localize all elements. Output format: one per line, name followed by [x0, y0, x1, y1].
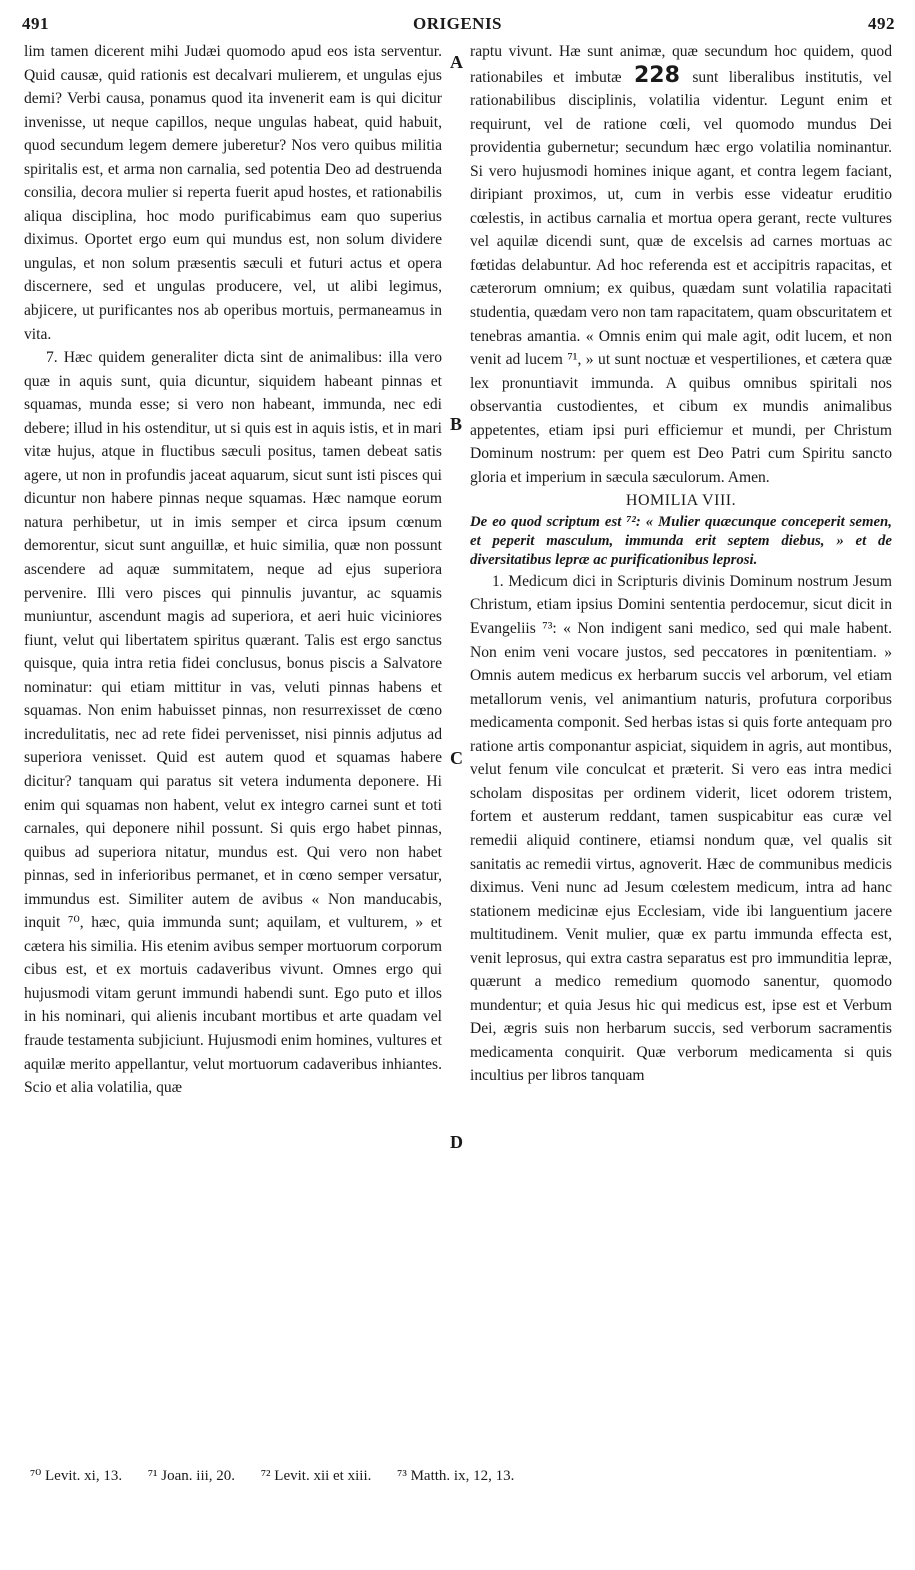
footnote: ⁷² Levit. xii et xiii. [260, 1468, 372, 1484]
right-paragraph-1-rest: sunt liberalibus institutis, vel rationabilibus disciplinis, volatilia videntur. Legunt enim et requirunt, vel de ratione cœli, vel quomodo mundus Dei providentia gubernetur; secundum hæc ergo volatilia nominantur. Si vero hujusmodi homines inique agant, et contra legem faciant, diripiant proximos, ut, cum in verbis esse videatur eruditio cœlestis, in actibus carnalia et mortua opera gerant, recte vultures vel aquilæ dicendi sunt, quæ de excelsis ad carnes mortuas ac fœtidas delabuntur. Ad hoc referenda est et accipitris rapacitas, et cæterorum omnium; ex quibus, quædam sunt volatilia rapacitati studentia, quædam vero non tam rapacitatem, quam obscuritatem et tenebras amantia. « Omnis enim qui male agit, odit lucem, et non venit ad lucem ⁷¹, » ut sunt noctuæ et vespertiliones, et cætera quæ lex pronuntiavit immunda. A quibus omnibus spiritali nos observantia custodientes, et cibum ex mundis animalibus appetentes, etiam ipsi puri efficiemur et mundi, per Christum Dominum nostrum: per quem est Deo Patri cum Spiritu sancto gloria et imperium in sæcula sæculorum. Amen. [470, 68, 892, 486]
left-column [24, 40, 442, 1100]
left-page-number: 491 [22, 14, 49, 33]
margin-marker-b: B [450, 414, 463, 434]
right-column [470, 40, 892, 1088]
homily-subtitle: De eo quod scriptum est ⁷²: « Mulier quæcunque conceperit semen, et peperit masculum, immunda erit septem diebus, » et de diversitatibus lepræ ac purificationibus leprosi. [470, 513, 892, 568]
footnote: ⁷¹ Joan. iii, 20. [147, 1468, 236, 1484]
running-title: ORIGENIS [412, 14, 503, 33]
margin-marker-d: D [450, 1132, 463, 1152]
margin-marker-a: A [450, 52, 463, 72]
margin-marker-c: C [450, 748, 463, 768]
homily-title: HOMILIA VIII. [625, 492, 737, 510]
right-paragraph-1-start: raptu vivunt. Hæ sunt animæ, quæ secundum hoc quidem, quod rationabiles et imbutæ [470, 43, 892, 86]
column-number: 228 [633, 62, 680, 88]
right-paragraph-2: 1. Medicum dici in Scripturis divinis Dominum nostrum Jesum Christum, etiam ipsius Domini sententia perdocemur, sicut dicit in Evangeliis ⁷³: « Non indigent sani medico, sed qui male habent. Non enim veni vocare justos, sed peccatores in pœnitentiam. » Omnis autem medicus ex herbarum succis vel arborum, vel etiam metallorum venis, vel animantium naturis, profutura corporibus medicamenta componit. Sed herbas istas si quis forte antequam pro ratione artis componantur aspiciat, siquidem in agris, aut montibus, velut fenum vile conculcat et præterit. Si vero eas intra medici scholam dispositas per ordinem viderit, licet odorem tristem, fortem et austerum reddant, tamen suspicabitur eas curæ vel remedii aliquid continere, etiamsi nondum quæ, vel qualis sit sanitatis ac remedii virtus, agnoverit. Hæc de communibus medicis diximus. Veni nunc ad Jesum cœlestem medicum, intra ad hanc stationem medicinæ ejus Ecclesiam, vide ibi languentium jacere multitudinem. Venit mulier, quæ ex partu immunda effecta est, venit leprosus, qui extra castra separatus est pro immunditia lepræ, quærunt a medico remedium quomodo sanentur, quomodo mundentur; et quia Jesus hic qui medicus est, ipse est et Verbum Dei, ægris suis non herbarum succis, sed verborum sacramentis medicamenta conquirit. Quæ verborum medicamenta si quis incultius per libros tanquam [470, 572, 892, 1085]
left-paragraph-2: 7. Hæc quidem generaliter dicta sint de animalibus: illa vero quæ in aquis sunt, quia dicuntur, siquidem habeant pinnas et squamas, munda esse; si vero non habeant, immunda, nec edi debere; illud in his ostenditur, ut si quis est in aquis istis, et in mari vitæ hujus, atque in fluctibus sæculi positus, tamen debeat satis agere, ut non in profundis jaceat aquarum, sicut sunt isti pisces qui dicuntur non habere pinnas neque squamas. Hæc namque eorum natura perhibetur, ut in imis semper et circa ipsum cœnum demorentur, sicut sunt anguillæ, et huic similia, quæ non possunt ascendere ad aquæ summitatem, neque ad ejus superiora pervenire. Illi vero pisces qui pinnulis juvantur, ac squamis muniuntur, ascendunt magis ad superiora, et aeri huic viciniores fiunt, velut qui libertatem spiritus quærant. Talis est ergo sanctus quisque, quia intra retia fidei conclusus, bonus piscis a Salvatore nominatur: qui etiam mittitur in vas, veluti pinnas habens et squamas. Non enim habuisset pinnas, non resurrexisset de cœno incredulitatis, nec ad rete fidei pervenisset, nisi pinnis adjutus ad superiora venisset. Quid est autem quod et squamas habere dicitur? tanquam qui paratus sit vetera indumenta deponere. Hi enim qui squamas non habent, velut ex integro carnei sunt et toti carnales, qui deponere nihil possunt. Si quis ergo habet pinnas, quibus ad superiora nitatur, mundus est. Qui vero non habet pinnas, sed in inferioribus permanet, et in cœno semper versatur, immundus est. Similiter autem de avibus « Non manducabis, inquit ⁷⁰, hæc, quia immunda sunt; aquilam, et vulturem, » et cætera his similia. His etenim avibus semper mortuorum corporum cibus est, et ex mortuis cadaveribus vivunt. Omnes ergo qui hujusmodi vitam gerunt immundi habendi sunt. Ego puto et illos in his nominari, qui alienis incubant mortibus et arte quadam vel fraude testamenta subjiciunt. Hujusmodi enim homines, vultures et aquilæ merito appellantur, velut mortuorum cadaveribus inhiantes. Scio et alia volatilia, quæ [24, 349, 442, 1097]
footnote: ⁷⁰ Levit. xi, 13. [30, 1468, 123, 1484]
right-page-number: 492 [868, 14, 895, 33]
right-paragraph-1 [470, 40, 892, 489]
left-paragraph-1: lim tamen dicerent mihi Judæi quomodo apud eos ista serventur. Quid causæ, quid rationis est decalvari mulierem, et ungulas ejus demi? Verbi causa, ponamus quod ita invenerit eam is qui dicitur invenisse, ut neque capillos, neque ungulas habeat, quid habuit, quod secundum legem demere juberetur? Nos vero quibus militia spiritalis est, et arma non carnalia, sed potentia Deo ad destruenda consilia, decora mulier si reperta fuerit apud hostes, et rationabilis aliqua disciplina, hoc modo purificabimus eam quo superius diximus. Oportet ergo eum qui mundus est, non solum dividere ungulas, et non solum præsentis sæculi et futuri actus et opera discernere, sed et ungulas producere, vel, ut alibi legimus, abjicere, ut purificantes nos ab operibus mortuis, permaneamus in vita. [24, 43, 442, 343]
footnote: ⁷³ Matth. ix, 12, 13. [397, 1468, 515, 1484]
footnotes [30, 1466, 536, 1485]
